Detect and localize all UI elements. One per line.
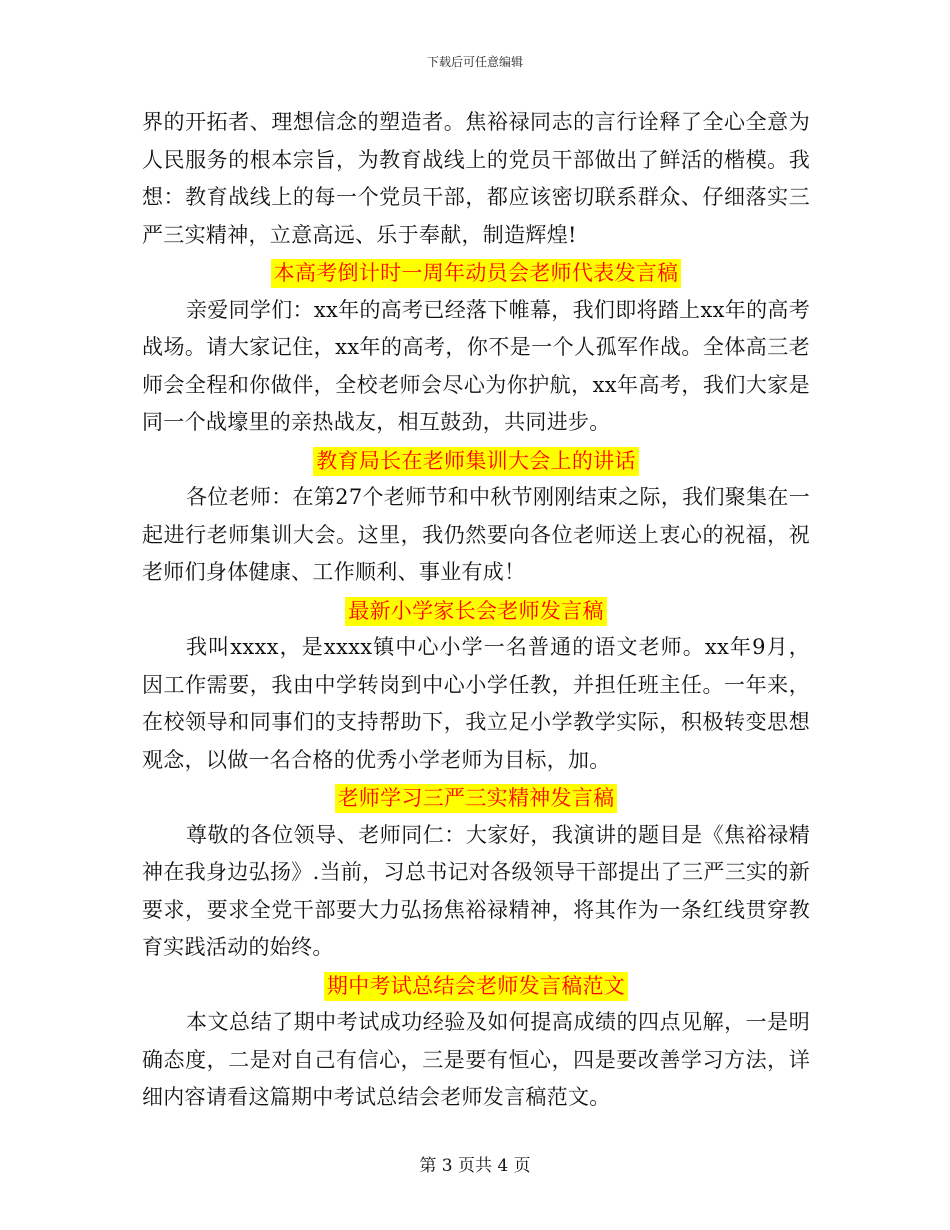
section-paragraph: 我叫xxxx，是xxxx镇中心小学一名普通的语文老师。xx年9月，因工作需要，我由中学转岗到中心小学任教，并担任班主任。一年来，在校领导和同事们的支持帮助下，我立足小学教学实际，积极转变思想观念，以做一名合格的优秀小学老师为目标，加。	[142, 635, 810, 772]
section-heading: 期中考试总结会老师发言稿范文	[324, 972, 628, 1001]
page-header: 下载后可任意编辑	[426, 55, 523, 69]
section-heading-row	[142, 592, 810, 630]
section-paragraph: 各位老师：在第27个老师节和中秋节刚刚结束之际，我们聚集在一起进行老师集训大会。这里，我仍然要向各位老师送上衷心的祝福，祝老师们身体健康、工作顺利、事业有成！	[142, 485, 810, 584]
section-heading-row	[142, 779, 810, 817]
document-body	[142, 104, 810, 1117]
section-heading-row	[142, 254, 810, 292]
section-paragraph: 尊敬的各位领导、老师同仁：大家好，我演讲的题目是《焦裕禄精神在我身边弘扬》.当前，习总书记对各级领导干部提出了三严三实的新要求，要求全党干部要大力弘扬焦裕禄精神，将其作为一条红线贯穿教育实践活动的始终。	[142, 822, 810, 959]
section-heading: 本高考倒计时一周年动员会老师代表发言稿	[271, 259, 682, 288]
section-paragraph: 亲爱同学们：xx年的高考已经落下帷幕，我们即将踏上xx年的高考战场。请大家记住，xx年的高考，你不是一个人孤军作战。全体高三老师会全程和你做伴，全校老师会尽心为你护航，xx年高考，我们大家是同一个战壕里的亲热战友，相互鼓劲，共同进步。	[142, 297, 810, 434]
section-heading: 最新小学家长会老师发言稿	[345, 597, 607, 626]
intro-paragraph: 界的开拓者、理想信念的塑造者。焦裕禄同志的言行诠释了全心全意为人民服务的根本宗旨，为教育战线上的党员干部做出了鲜活的楷模。我想：教育战线上的每一个党员干部，都应该密切联系群众、仔细落实三严三实精神，立意高远、乐于奉献，制造辉煌!	[142, 110, 810, 247]
section-heading: 老师学习三严三实精神发言稿	[335, 784, 618, 813]
section-heading-row	[142, 967, 810, 1005]
section-paragraph: 本文总结了期中考试成功经验及如何提高成绩的四点见解，一是明确态度，二是对自己有信心，三是要有恒心，四是要改善学习方法，详细内容请看这篇期中考试总结会老师发言稿范文。	[142, 1010, 810, 1109]
section-heading: 教育局长在老师集训大会上的讲话	[313, 447, 639, 476]
page-number: 第 3 页共 4 页	[419, 1156, 531, 1176]
section-heading-row	[142, 442, 810, 480]
